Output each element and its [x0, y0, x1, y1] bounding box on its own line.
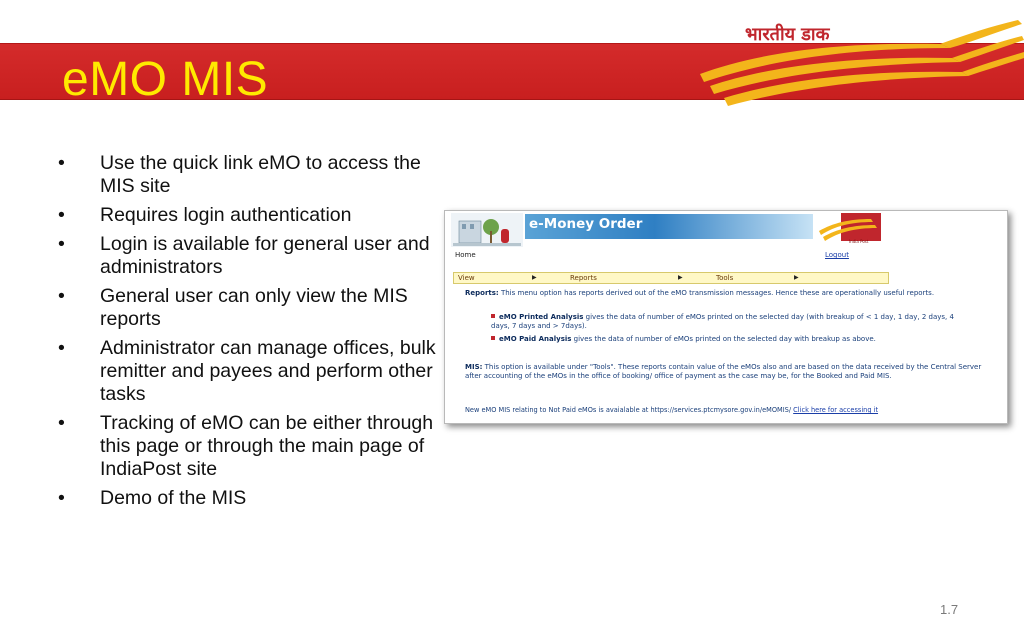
- site-header: [445, 211, 1007, 247]
- home-link[interactable]: Home: [455, 251, 476, 259]
- slide-title: eMO MIS: [62, 53, 269, 106]
- footer-text: New eMO MIS relating to Not Paid eMOs is avaialable at https://services.ptcmysore.gov.in/eMOMIS/: [465, 406, 792, 414]
- bullet-item: • Tracking of eMO can be either through this page or through the main page of IndiaPost site: [58, 412, 438, 481]
- reports-description: [465, 289, 997, 298]
- paid-analysis-text: gives the data of number of eMOs printed on the selected day with breakup as above.: [573, 335, 876, 343]
- menu-arrow-icon: ▶: [678, 274, 683, 281]
- site-footer-note: [465, 406, 1001, 415]
- mis-label: MIS:: [465, 363, 483, 371]
- bullet-item: • Administrator can manage offices, bulk remitter and payees and perform other tasks: [58, 337, 438, 406]
- bullet-item: • Login is available for general user and administrators: [58, 233, 438, 279]
- bullet-item: • Use the quick link eMO to access the MIS site: [58, 152, 438, 198]
- menu-reports[interactable]: Reports: [570, 274, 597, 282]
- menu-arrow-icon: ▶: [532, 274, 537, 281]
- menu-tools[interactable]: Tools: [716, 274, 734, 282]
- printed-analysis-item: [491, 313, 965, 331]
- paid-analysis-label: eMO Paid Analysis: [499, 335, 572, 343]
- reports-label: Reports:: [465, 289, 499, 297]
- reports-text: This menu option has reports derived out of the eMO transmission messages. Hence these are operationally useful reports.: [500, 289, 935, 297]
- printed-analysis-label: eMO Printed Analysis: [499, 313, 584, 321]
- bullet-list: [58, 152, 438, 516]
- red-square-bullet-icon: [491, 314, 495, 318]
- emo-site-screenshot: [444, 210, 1008, 424]
- site-menu-bar: [453, 272, 889, 284]
- page-number: 1.7: [940, 602, 959, 617]
- menu-view[interactable]: View: [458, 274, 475, 282]
- mis-description: [465, 363, 997, 381]
- bullet-item: • Demo of the MIS: [58, 487, 438, 510]
- post-office-illustration-icon: [451, 213, 523, 247]
- bullet-item: • General user can only view the MIS reports: [58, 285, 438, 331]
- site-banner-title: e-Money Order: [529, 216, 643, 232]
- mis-text: This option is available under "Tools". These reports contain value of the eMOs also and are based on the data received by the Central Server after accounting of the eMOs in the office of booking/ office of payment as the case may be, for the Booked and Paid MIS.: [465, 363, 982, 380]
- logo-text: भारतीय डाक: [745, 24, 830, 45]
- paid-analysis-item: [491, 335, 991, 344]
- printed-analysis-text: gives the data of number of eMOs printed on the selected day (with breakup of < 1 day, 1 day, 2 days, 4 days, 7 days and > 7days).: [491, 313, 954, 330]
- site-logo-caption: India Post: [849, 239, 869, 244]
- red-square-bullet-icon: [491, 336, 495, 340]
- menu-arrow-icon: ▶: [794, 274, 799, 281]
- logout-link[interactable]: Logout: [825, 251, 849, 259]
- bullet-item: • Requires login authentication: [58, 204, 438, 227]
- access-link[interactable]: Click here for accessing it: [793, 406, 879, 414]
